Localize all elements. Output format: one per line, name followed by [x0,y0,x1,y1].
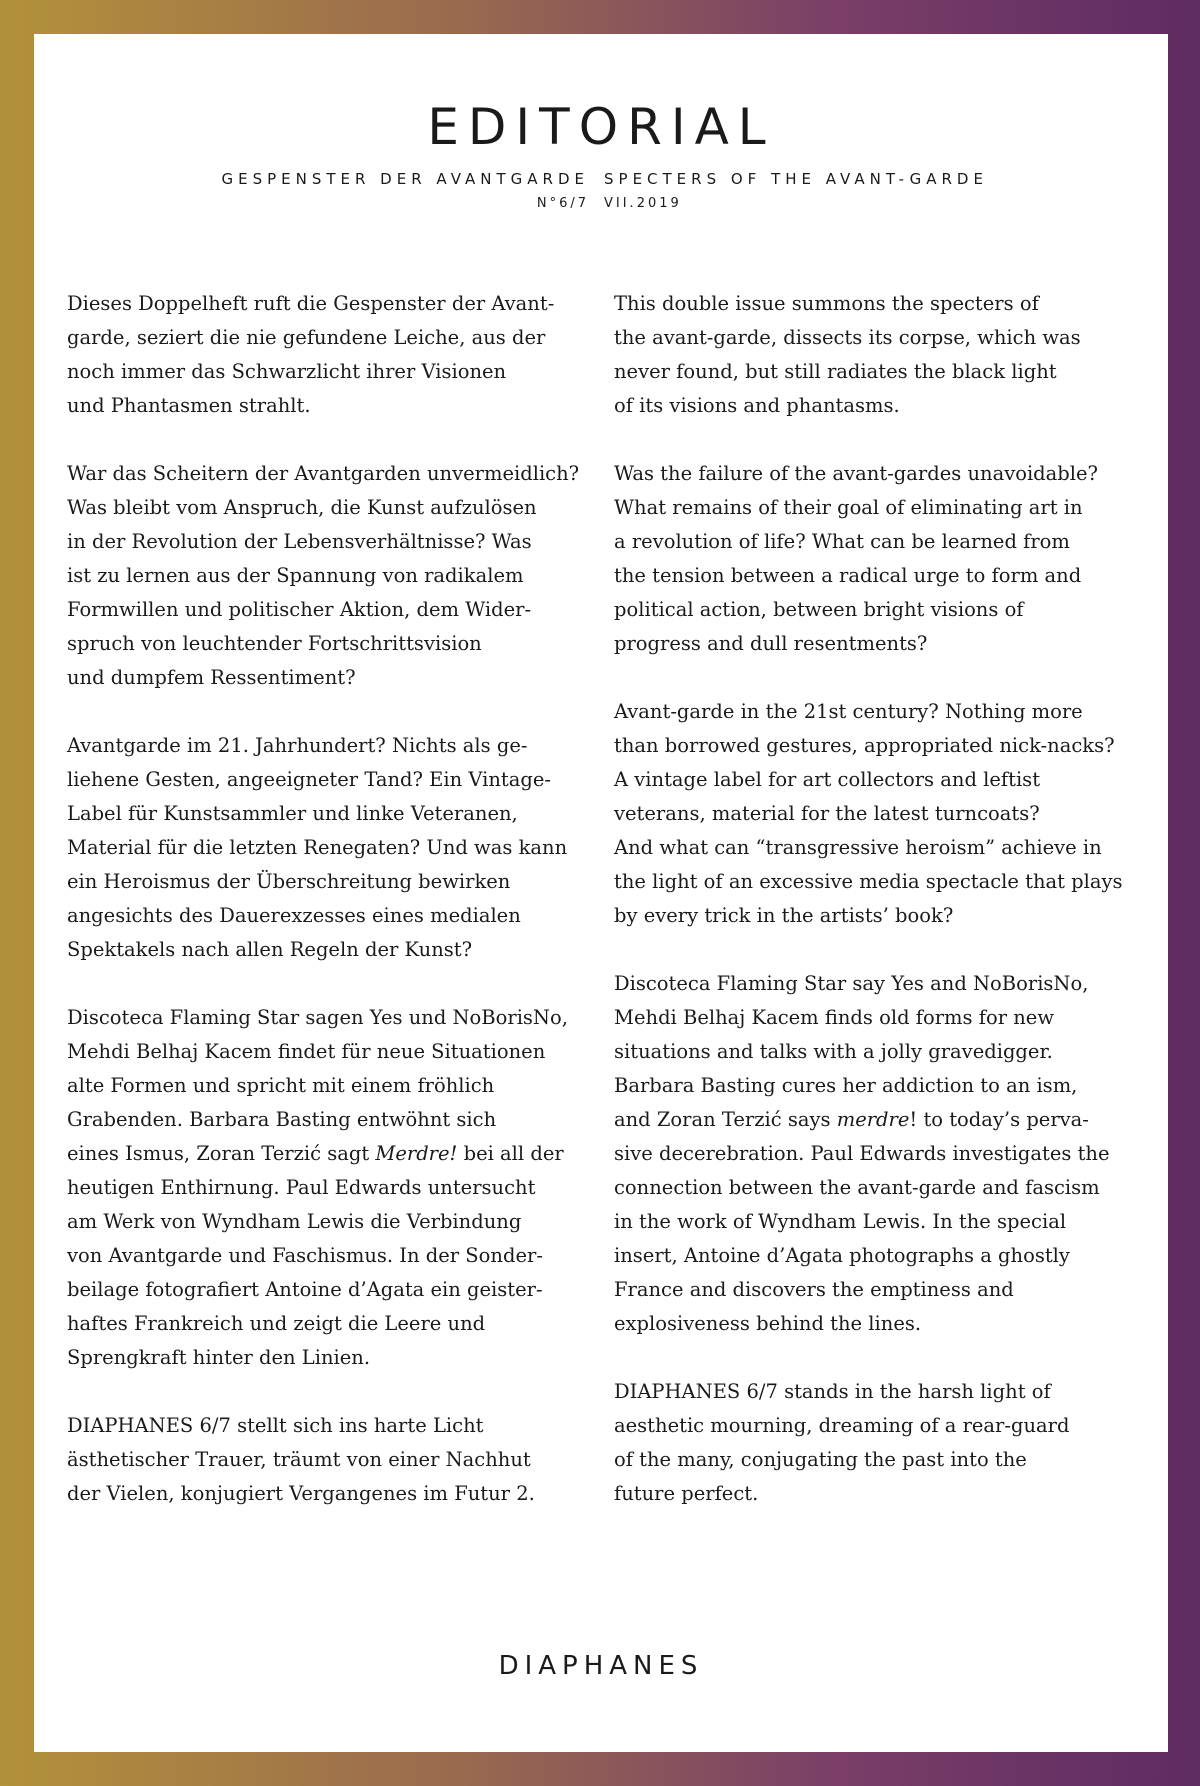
english-text-line: the avant-garde, dissects its corpse, which was [614,326,1081,349]
english-column [614,287,1134,1545]
english-text-line: sive decerebration. Paul Edwards investigates the [614,1142,1110,1165]
english-text-line: future perfect. [614,1482,759,1505]
english-text-line: aesthetic mourning, dreaming of a rear-guard [614,1414,1070,1437]
german-paragraph [67,729,581,967]
german-text-line: der Vielen, konjugiert Vergangenes im Futur 2. [67,1482,535,1505]
editorial-page [34,34,1168,1752]
german-paragraph [67,287,581,423]
german-text-line: alte Formen und spricht mit einem fröhlich [67,1074,495,1097]
german-text-line: Discoteca Flaming Star sagen Yes und NoBorisNo, [67,1006,568,1029]
german-text-line: garde, seziert die nie gefundene Leiche, aus der [67,326,546,349]
german-text-line: Dieses Doppelheft ruft die Gespenster der Avant- [67,292,555,315]
german-text-line: ästhetischer Trauer, träumt von einer Nachhut [67,1448,531,1471]
english-text-line: political action, between bright visions of [614,598,1024,621]
issue-date: VII.2019 [604,196,682,211]
english-text-line: a revolution of life? What can be learned from [614,530,1070,553]
german-text-line: Avantgarde im 21. Jahrhundert? Nichts als ge- [67,734,528,757]
german-text-line: Sprengkraft hinter den Linien. [67,1346,371,1369]
english-text-line: never found, but still radiates the black light [614,360,1057,383]
publisher-logo: DIAPHANES [498,1651,704,1681]
english-text-line: And what can “transgressive heroism” achieve in [614,836,1102,859]
german-text-line: spruch von leuchtender Fortschrittsvision [67,632,482,655]
german-text-line: Was bleibt vom Anspruch, die Kunst aufzulösen [67,496,537,519]
german-text-line: in der Revolution der Lebensverhältnisse? Was [67,530,532,553]
english-paragraph [614,695,1134,933]
german-text-line: haftes Frankreich und zeigt die Leere und [67,1312,486,1335]
german-text-line: Mehdi Belhaj Kacem findet für neue Situationen [67,1040,546,1063]
german-text-line: Material für die letzten Renegaten? Und was kann [67,836,568,859]
subtitle-english: SPECTERS OF THE AVANT-GARDE [604,170,988,188]
english-text-line: France and discovers the emptiness and [614,1278,1014,1301]
english-paragraph [614,1375,1134,1511]
english-text-line: connection between the avant-garde and fascism [614,1176,1100,1199]
german-text-line: angesichts des Dauerexzesses eines medialen [67,904,521,927]
german-text-line: ein Heroismus der Überschreitung bewirken [67,870,511,893]
german-text-line: Formwillen und politischer Aktion, dem Wider- [67,598,532,621]
subtitle-row [34,170,1168,194]
german-paragraph [67,1409,581,1511]
german-text-line: von Avantgarde und Faschismus. In der Sonder- [67,1244,543,1267]
english-text-line: the tension between a radical urge to form and [614,564,1082,587]
german-text-line: und Phantasmen strahlt. [67,394,311,417]
german-text-line: DIAPHANES 6/7 stellt sich ins harte Licht [67,1414,484,1437]
german-text-line: Spektakels nach allen Regeln der Kunst? [67,938,473,961]
german-text-line: noch immer das Schwarzlicht ihrer Visionen [67,360,507,383]
german-text-line: Grabenden. Barbara Basting entwöhnt sich [67,1108,497,1131]
german-text-line: heutigen Enthirnung. Paul Edwards untersucht [67,1176,536,1199]
german-text-line: eines Ismus, Zoran Terzić sagt Merdre! bei all der [67,1142,564,1165]
english-text-line: of its visions and phantasms. [614,394,900,417]
german-paragraph [67,457,581,695]
english-text-line: DIAPHANES 6/7 stands in the harsh light of [614,1380,1051,1403]
german-text-line: am Werk von Wyndham Lewis die Verbindung [67,1210,522,1233]
english-text-line: progress and dull resentments? [614,632,928,655]
german-text-line: ist zu lernen aus der Spannung von radikalem [67,564,524,587]
subtitle-german: GESPENSTER DER AVANTGARDE [221,170,589,188]
german-column [67,287,581,1545]
issue-row [34,196,1168,216]
english-text-line: What remains of their goal of eliminating art in [614,496,1083,519]
english-text-line: the light of an excessive media spectacle that plays [614,870,1123,893]
english-text-line: veterans, material for the latest turncoats? [614,802,1040,825]
german-text-line: liehene Gesten, angeeigneter Tand? Ein Vintage- [67,768,551,791]
german-text-line: beilage fotografiert Antoine d’Agata ein geister- [67,1278,543,1301]
english-text-line: situations and talks with a jolly gravedigger. [614,1040,1053,1063]
english-text-line: Mehdi Belhaj Kacem finds old forms for new [614,1006,1055,1029]
german-text-line: Label für Kunstsammler und linke Veteranen, [67,802,518,825]
german-paragraph [67,1001,581,1375]
english-text-line: Discoteca Flaming Star say Yes and NoBorisNo, [614,972,1089,995]
german-text-line: War das Scheitern der Avantgarden unvermeidlich? [67,462,580,485]
english-text-line: A vintage label for art collectors and leftist [614,768,1041,791]
issue-number: N°6/7 [536,196,589,211]
english-paragraph [614,287,1134,423]
english-text-line: explosiveness behind the lines. [614,1312,922,1335]
english-paragraph [614,457,1134,661]
english-text-line: insert, Antoine d’Agata photographs a ghostly [614,1244,1070,1267]
page-title: EDITORIAL [427,98,775,156]
english-text-line: by every trick in the artists’ book? [614,904,954,927]
english-text-line: of the many, conjugating the past into the [614,1448,1027,1471]
english-text-line: This double issue summons the specters of [614,292,1039,315]
english-paragraph [614,967,1134,1341]
english-text-line: than borrowed gestures, appropriated nick-nacks? [614,734,1115,757]
english-text-line: Avant-garde in the 21st century? Nothing more [614,700,1083,723]
english-text-line: Was the failure of the avant-gardes unavoidable? [614,462,1099,485]
english-text-line: Barbara Basting cures her addiction to an ism, [614,1074,1078,1097]
english-text-line: and Zoran Terzić says merdre! to today’s perva- [614,1108,1089,1131]
english-text-line: in the work of Wyndham Lewis. In the special [614,1210,1067,1233]
german-text-line: und dumpfem Ressentiment? [67,666,356,689]
